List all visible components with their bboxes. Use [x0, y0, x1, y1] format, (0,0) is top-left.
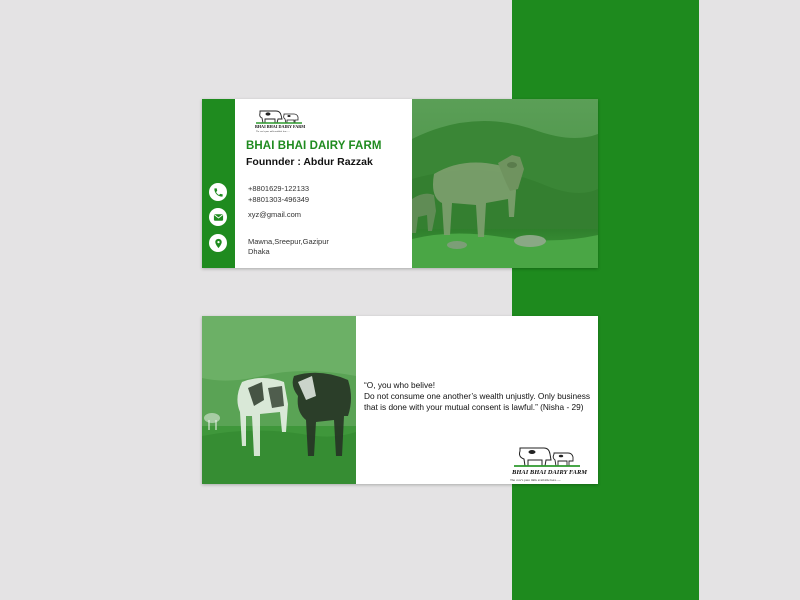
email-address: xyz@gmail.com [248, 210, 302, 219]
logo-brand-text: BHAI BHAI DAIRY FARM [255, 124, 306, 129]
phone-number-2: +8801303-496349 [248, 195, 310, 204]
brand-title: BHAI BHAI DAIRY FARM [246, 140, 382, 152]
logo-tagline-text: The cow's pure milk available here...... [256, 131, 290, 133]
quote-opening-line: “O, you who belive! [364, 380, 436, 390]
cow-photo-back [202, 316, 356, 484]
quote-body: Do not consume one another’s wealth unjustly. Only business that is done with your mutual consent is lawful.” (Nisha - 29) [364, 391, 590, 412]
address-line-2: Dhaka [248, 247, 270, 256]
farm-logo-back [504, 443, 594, 483]
phone-number-1: +8801629-122133 [248, 184, 310, 193]
business-card-front [202, 99, 598, 268]
business-card-back [202, 316, 598, 484]
cow-photo-front [412, 99, 598, 268]
quote-text [364, 380, 590, 413]
farm-logo [254, 107, 314, 133]
phone-icon [209, 183, 227, 201]
email-icon [209, 208, 227, 226]
location-icon [209, 234, 227, 252]
logo-back-tagline-text: The cow's pure milk available here...... [510, 478, 562, 482]
front-side-bar [202, 99, 235, 268]
logo-back-brand-text: BHAI BHAI DAIRY FARM [512, 469, 588, 476]
founder-name: Founnder : Abdur Razzak [246, 156, 373, 168]
address-line-1: Mawna,Sreepur,Gazipur [248, 237, 329, 246]
green-background-stripe [512, 0, 699, 600]
